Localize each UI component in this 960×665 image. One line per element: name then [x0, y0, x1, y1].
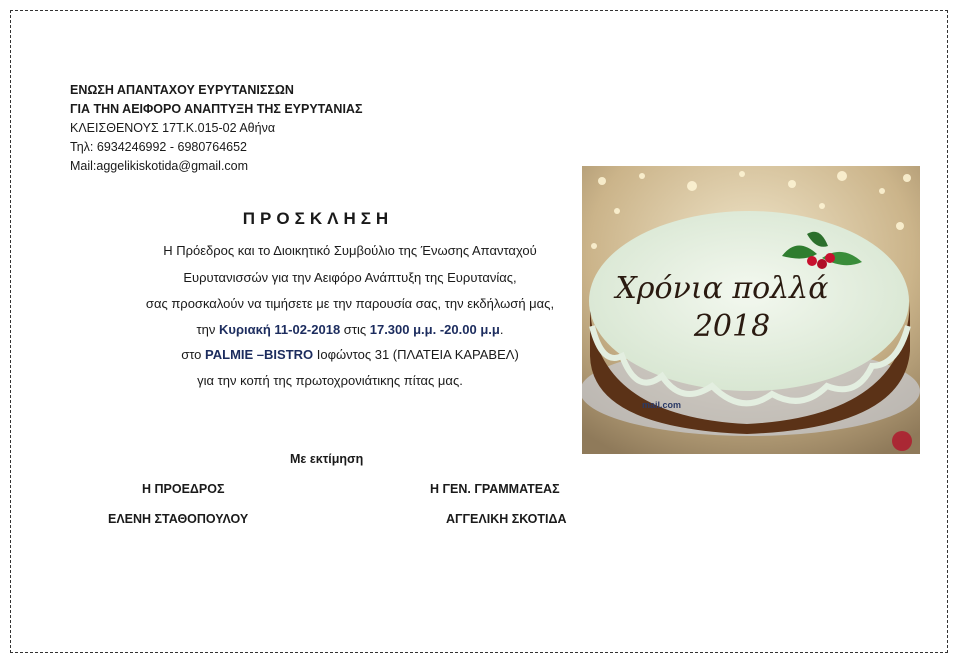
invitation-title: ΠΡΟΣΚΛΗΣΗ — [242, 209, 394, 228]
event-venue: PALMIE –BISTRO — [205, 347, 314, 362]
event-day: Κυριακή 11-02-2018 — [219, 322, 341, 337]
cake-text-line2: 2018 — [693, 309, 771, 344]
org-name-line2: ΓΙΑ ΤΗΝ ΑΕΙΦΟΡΟ ΑΝΑΠΤΥΞΗ ΤΗΣ ΕΥΡΥΤΑΝΙΑΣ — [70, 102, 363, 116]
vasilopita-cake-photo — [582, 166, 920, 454]
invitation-line4 — [40, 322, 660, 337]
cake-text-line1: Χρόνια πολλά — [615, 271, 829, 306]
line4-mid: στις — [340, 322, 370, 337]
president-name: ΕΛΕΝΗ ΣΤΑΘΟΠΟΥΛΟΥ — [108, 512, 249, 526]
invitation-line6: για την κοπή της πρωτοχρονιάτικης πίτας μας. — [197, 373, 463, 388]
regards-text: Με εκτίμηση — [290, 452, 364, 466]
secretary-title: Η ΓΕΝ. ΓΡΑΜΜΑΤΕΑΣ — [430, 482, 560, 496]
line5-pre: στο — [181, 347, 206, 362]
line4-post: . — [499, 322, 504, 337]
organization-header — [70, 81, 362, 176]
org-address: ΚΛΕΙΣΘΕΝΟΥΣ 17Τ.Κ.015-02 Αθήνα — [70, 121, 276, 135]
president-title: Η ΠΡΟΕΔΡΟΣ — [142, 482, 225, 496]
event-time: 17.300 μ.μ. -20.00 μ.μ — [369, 322, 500, 337]
secretary-name: ΑΓΓΕΛΙΚΗ ΣΚΟΤΙΔΑ — [446, 512, 567, 526]
board-text: mail.com — [642, 400, 682, 410]
org-mail[interactable]: Mail:aggelikiskotida@gmail.com — [70, 159, 249, 173]
org-name-line1: ΕΝΩΣΗ ΑΠΑΝΤΑΧΟΥ ΕΥΡΥΤΑΝΙΣΣΩΝ — [70, 83, 294, 97]
line4-pre: την — [196, 322, 219, 337]
invitation-line1: Η Πρόεδρος και το Διοικητικό Συμβούλιο της Ένωσης Απανταχού — [163, 243, 537, 258]
invitation-line2: Ευρυτανισσών για την Αειφόρο Ανάπτυξη της Ευρυτανίας, — [183, 270, 517, 285]
line5-post: Ιοφώντος 31 (ΠΛΑΤΕΙΑ ΚΑΡΑΒΕΛ) — [313, 347, 519, 362]
invitation-line3: σας προσκαλούν να τιμήσετε με την παρουσία σας, την εκδήλωσή μας, — [145, 296, 555, 311]
org-phone: Τηλ: 6934246992 - 6980764652 — [70, 140, 248, 154]
invitation-line5 — [40, 347, 660, 362]
